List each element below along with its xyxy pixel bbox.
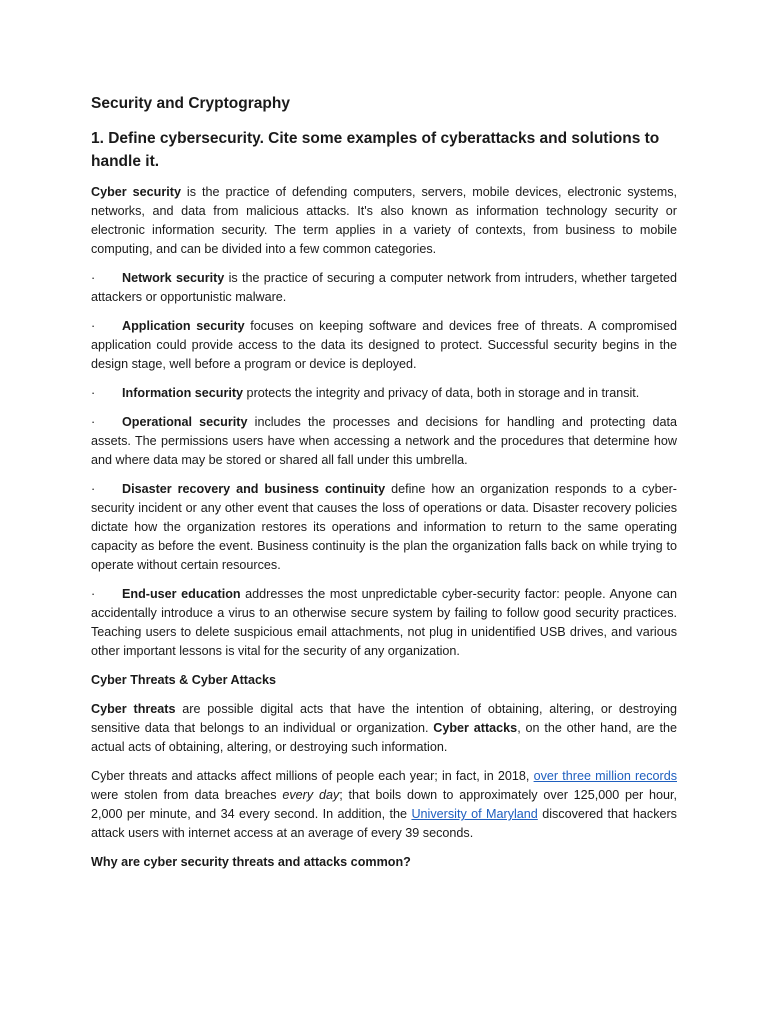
bullet-text: addresses the most unpredictable cyber-security factor: people. Anyone can accidentally introduce a virus to an otherwise secure system by failing to follow good security practices. Teaching users to delete suspicious email attachments, not plug in unidentified USB drives, and various other important lessons is vital for the security of any organization.: [91, 587, 677, 658]
university-link[interactable]: University of Maryland: [411, 807, 538, 821]
bullet-term: Disaster recovery and business continuity: [122, 482, 386, 496]
bullet-mark: ·: [91, 482, 96, 496]
bullet-mark: ·: [91, 386, 96, 400]
stats-text: were stolen from data breaches: [91, 788, 283, 802]
stats-text: ; that boils down to approximately over 125,000 per hour, 2,000 per minute, and 34 every second. In addition, the: [91, 788, 677, 821]
bullet-term: End-user education: [122, 587, 241, 601]
document-page: [91, 94, 677, 882]
bullet-information-security: [91, 384, 677, 403]
threats-paragraph: [91, 700, 677, 757]
stats-paragraph: [91, 767, 677, 843]
bullet-mark: ·: [91, 271, 96, 285]
bullet-mark: ·: [91, 587, 96, 601]
intro-term: Cyber security: [91, 185, 181, 199]
records-link[interactable]: over three million records: [533, 769, 677, 783]
bullet-text: protects the integrity and privacy of data, both in storage and in transit.: [243, 386, 640, 400]
bullet-text: focuses on keeping software and devices free of threats. A compromised application could provide access to the data its designed to protect. Successful security begins in the design stage, well before a program or device is deployed.: [91, 319, 677, 371]
stats-emphasis: every day: [282, 788, 340, 802]
bullet-term: Network security: [122, 271, 225, 285]
intro-paragraph: [91, 183, 677, 259]
threats-text: are possible digital acts that have the intention of obtaining, altering, or destroying sensitive data that belongs to an individual or organization.: [91, 702, 677, 735]
bullet-network-security: [91, 269, 677, 307]
bullet-term: Information security: [122, 386, 244, 400]
bullet-end-user-education: [91, 585, 677, 661]
bullet-operational-security: [91, 413, 677, 470]
attacks-text: , on the other hand, are the actual acts of obtaining, altering, or destroying such information.: [91, 721, 677, 754]
attacks-term: Cyber attacks: [433, 721, 518, 735]
intro-text: is the practice of defending computers, servers, mobile devices, electronic systems, networks, and data from malicious attacks. It's also known as information technology security or electronic information security. The term applies in a variety of contexts, from business to mobile computing, and can be divided into a few common categories.: [91, 185, 677, 256]
threats-heading: Cyber Threats & Cyber Attacks: [91, 673, 277, 687]
bullet-mark: ·: [91, 319, 96, 333]
why-heading: Why are cyber security threats and attacks common?: [91, 855, 411, 869]
question-heading: 1. Define cybersecurity. Cite some examples of cyberattacks and solutions to handle it.: [91, 130, 660, 170]
bullet-term: Operational security: [122, 415, 248, 429]
bullet-mark: ·: [91, 415, 96, 429]
bullet-text: includes the processes and decisions for handling and protecting data assets. The permissions users have when accessing a network and the procedures that determine how and where data may be stored or shared all fall under this umbrella.: [91, 415, 678, 467]
bullet-application-security: [91, 317, 677, 374]
threats-term: Cyber threats: [91, 702, 176, 716]
bullet-text: define how an organization responds to a cyber-security incident or any other event that causes the loss of operations or data. Disaster recovery policies dictate how the organization restores its operations and information to return to the same operating capacity as before the event. Business continuity is the plan the organization falls back on while trying to operate without certain resources.: [91, 482, 677, 572]
document-title: Security and Cryptography: [91, 95, 290, 112]
stats-text: discovered that hackers attack users with internet access at an average of every 39 seconds.: [91, 807, 677, 840]
bullet-term: Application security: [122, 319, 245, 333]
bullet-text: is the practice of securing a computer network from intruders, whether targeted attackers or opportunistic malware.: [91, 271, 677, 304]
stats-text: Cyber threats and attacks affect millions of people each year; in fact, in 2018,: [91, 769, 534, 783]
bullet-disaster-recovery: [91, 480, 677, 575]
